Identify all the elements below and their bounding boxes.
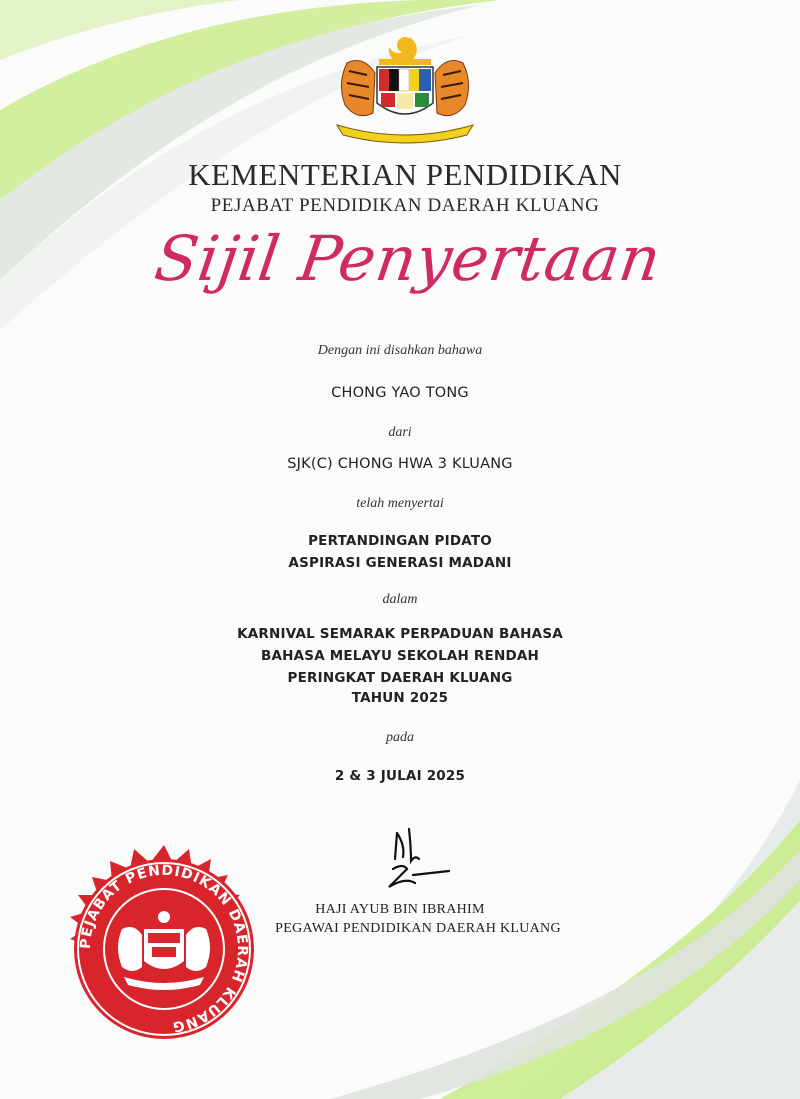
signatory-name: HAJI AYUB BIN IBRAHIM xyxy=(315,902,485,917)
intro-text: Dengan ini disahkan bahawa xyxy=(317,343,483,358)
signature xyxy=(375,825,455,895)
event-line-2: BAHASA MELAYU SEKOLAH RENDAH xyxy=(261,648,539,664)
malaysia-coat-of-arms-icon xyxy=(327,33,483,145)
event-date: 2 & 3 JULAI 2025 xyxy=(334,768,466,784)
from-label: dari xyxy=(388,425,412,440)
event-line-3: PERINGKAT DAERAH KLUANG xyxy=(287,670,513,686)
official-seal xyxy=(58,843,270,1055)
signatory-position: PEGAWAI PENDIDIKAN DAERAH KLUANG xyxy=(275,921,561,936)
seal-ring-text: PEJABAT PENDIDIKAN DAERAH KLUANG xyxy=(77,862,251,1035)
competition-line-2: ASPIRASI GENERASI MADANI xyxy=(288,555,512,571)
office-name: PEJABAT PENDIDIKAN DAERAH KLUANG xyxy=(210,195,600,216)
recipient-name: CHONG YAO TONG xyxy=(331,385,469,401)
participated-label: telah menyertai xyxy=(356,496,444,511)
event-line-1: KARNIVAL SEMARAK PERPADUAN BAHASA xyxy=(237,626,563,642)
certificate-title: Sijil Penyertaan xyxy=(150,222,666,295)
ministry-name: KEMENTERIAN PENDIDIKAN xyxy=(188,157,622,192)
on-label: pada xyxy=(386,730,414,745)
school-name: SJK(C) CHONG HWA 3 KLUANG xyxy=(287,456,513,472)
event-line-4: TAHUN 2025 xyxy=(351,690,449,706)
competition-line-1: PERTANDINGAN PIDATO xyxy=(308,533,492,549)
in-label: dalam xyxy=(382,592,418,607)
